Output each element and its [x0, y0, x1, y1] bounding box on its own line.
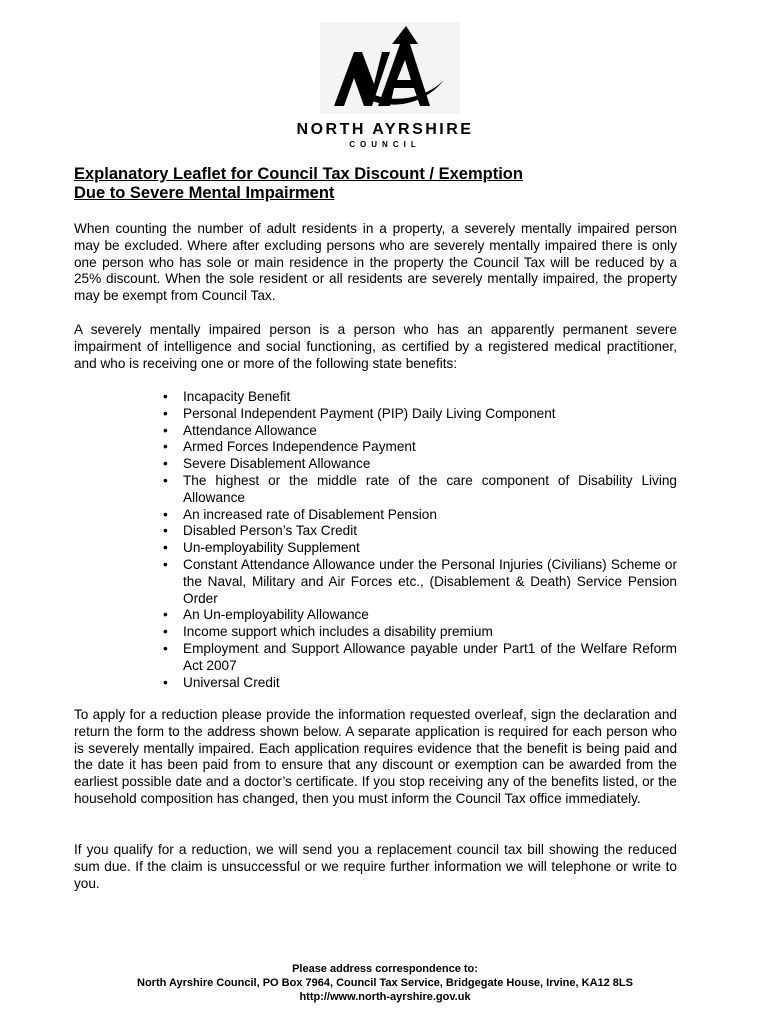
- list-item: [163, 473, 677, 507]
- outcome-paragraph: If you qualify for a reduction, we will send you a replacement council tax bill showing the reduced sum due. If the claim is unsuccessful or we require further information we will telephone or write to you.: [74, 842, 677, 891]
- bullet-icon: •: [163, 389, 168, 404]
- footer-website-link[interactable]: http://www.north-ayrshire.gov.uk: [299, 991, 471, 1003]
- application-paragraph: To apply for a reduction please provide the information requested overleaf, sign the declaration and return the form to the address shown below. A separate application is required for each person who is severely mentally impaired. Each application requires evidence that the benefit is being paid and the date it has been paid from to ensure that any discount or exemption can be awarded from the earliest possible date and a doctor’s certificate. If you stop receiving any of the benefits listed, or the household composition has changed, then you must inform the Council Tax office immediately.: [74, 707, 677, 806]
- bullet-icon: •: [163, 422, 168, 438]
- list-item: [163, 624, 677, 641]
- org-subtitle: COUNCIL: [349, 140, 421, 149]
- list-item: [163, 423, 677, 440]
- list-item-text: Severe Disablement Allowance: [183, 456, 371, 472]
- intro-paragraph: When counting the number of adult residents in a property, a severely mentally impaired person may be excluded. Where after excluding persons who are severely mentally impaired there is only one person who has sole or main residence in the property the Council Tax will be reduced by a 25% discount. When the sole resident or all residents are severely mentally impaired, the property may be exempt from Council Tax.: [74, 221, 677, 304]
- list-item-text: Attendance Allowance: [183, 422, 317, 438]
- bullet-icon: •: [163, 439, 168, 455]
- bullet-icon: •: [163, 607, 168, 623]
- list-item: [163, 456, 677, 473]
- list-item: [163, 540, 677, 557]
- list-item-text: Disabled Person’s Tax Credit: [183, 523, 358, 539]
- definition-paragraph: A severely mentally impaired person is a person who has an apparently permanent severe impairment of intelligence and social functioning, as certified by a registered medical practitioner, and who is receiving one or more of the following state benefits:: [74, 322, 677, 371]
- bullet-icon: •: [163, 624, 168, 640]
- bullet-icon: •: [163, 674, 168, 690]
- list-item: [163, 439, 677, 456]
- title-line-2: Due to Severe Mental Impairment: [74, 184, 335, 202]
- council-logo: [320, 22, 460, 114]
- council-logo-icon: [320, 22, 460, 114]
- bullet-icon: •: [163, 523, 168, 539]
- list-item: [163, 675, 677, 692]
- list-item-text: Incapacity Benefit: [183, 389, 291, 404]
- bullet-icon: •: [163, 540, 168, 556]
- title-line-1: Explanatory Leaflet for Council Tax Discount / Exemption: [74, 165, 523, 183]
- org-name: NORTH AYRSHIRE: [296, 121, 474, 138]
- list-item-text: An Un-employability Allowance: [183, 607, 369, 623]
- list-item: [163, 557, 677, 607]
- footer-address: North Ayrshire Council, PO Box 7964, Council Tax Service, Bridgegate House, Irvine, KA12 8LS: [137, 977, 633, 989]
- list-item: [163, 523, 677, 540]
- list-item-text: Income support which includes a disability premium: [183, 624, 493, 640]
- bullet-icon: •: [163, 640, 168, 656]
- bullet-icon: •: [163, 405, 168, 421]
- list-item-text: An increased rate of Disablement Pension: [183, 506, 437, 522]
- bullet-icon: •: [163, 472, 168, 488]
- list-item: [163, 507, 677, 524]
- bullet-icon: •: [163, 456, 168, 472]
- page-title: [74, 165, 523, 203]
- list-item: [163, 641, 677, 675]
- list-item-text: Un-employability Supplement: [183, 540, 360, 556]
- list-item: [163, 389, 677, 406]
- list-item-text: Universal Credit: [183, 674, 280, 690]
- list-item: [163, 406, 677, 423]
- list-item-text: The highest or the middle rate of the care component of Disability Living Allowance: [183, 472, 677, 505]
- footer: [0, 962, 770, 1004]
- list-item: [163, 607, 677, 624]
- list-item-text: Personal Independent Payment (PIP) Daily Living Component: [183, 405, 556, 421]
- list-item-text: Employment and Support Allowance payable under Part1 of the Welfare Reform Act 2007: [183, 640, 677, 673]
- bullet-icon: •: [163, 556, 168, 572]
- list-item-text: Armed Forces Independence Payment: [183, 439, 416, 455]
- benefits-list: [163, 389, 677, 691]
- footer-heading: Please address correspondence to:: [292, 963, 478, 975]
- bullet-icon: •: [163, 506, 168, 522]
- list-item-text: Constant Attendance Allowance under the Personal Injuries (Civilians) Scheme or the Naval, Military and Air Forces etc., (Disablement & Death) Service Pension Order: [183, 556, 677, 606]
